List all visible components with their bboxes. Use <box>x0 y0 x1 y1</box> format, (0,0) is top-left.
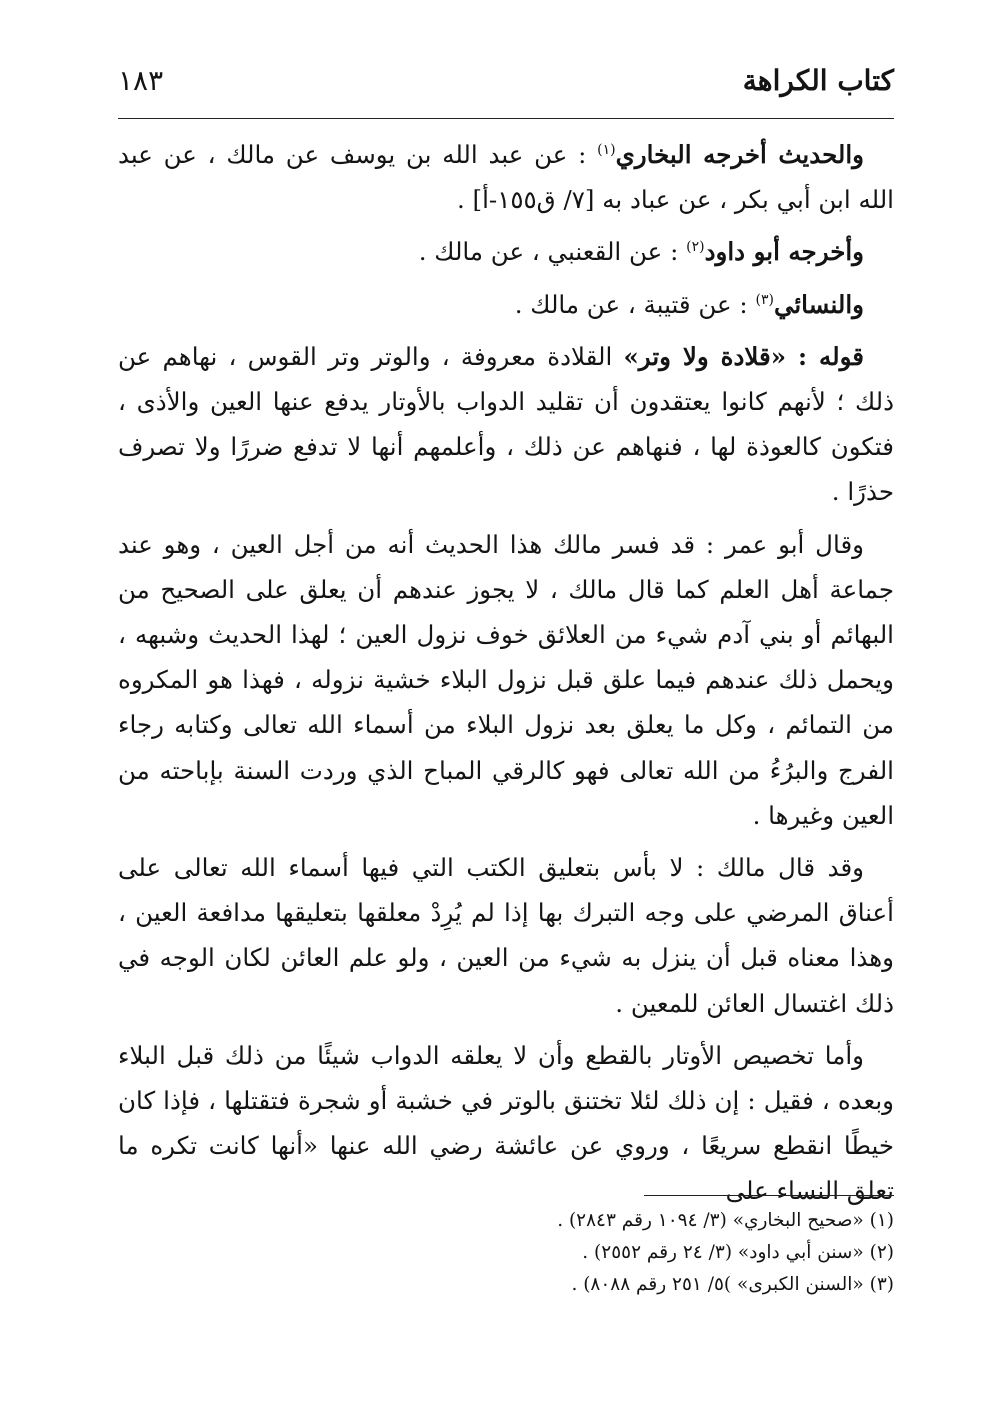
paragraph-lead: والنسائي <box>773 289 864 319</box>
footnote-ref[interactable]: (١) <box>597 141 616 158</box>
footnote-item: (٣) «السنن الكبرى» )٥/ ٢٥١ رقم ٨٠٨٨) . <box>571 1274 894 1295</box>
footnote-divider <box>644 1195 894 1196</box>
paragraph-text: : عن عبد الله بن يوسف عن مالك ، عن عبد الله ابن أبي بكر ، عن عباد به [٧/ ق١٥٥-أ] . <box>118 140 894 215</box>
paragraph <box>118 334 894 515</box>
main-text <box>118 132 894 1221</box>
footnote-ref[interactable]: (٢) <box>686 239 705 256</box>
paragraph <box>118 132 894 222</box>
footnote-ref[interactable]: (٣) <box>755 291 774 308</box>
footnote-item: (١) «صحيح البخاري» (٣/ ١٠٩٤ رقم ٢٨٤٣) . <box>557 1210 894 1231</box>
paragraph-text: : عن قتيبة ، عن مالك . <box>514 289 756 319</box>
paragraph <box>118 229 894 274</box>
paragraph-lead: وأخرجه أبو داود <box>704 237 864 267</box>
paragraph <box>118 845 894 1026</box>
paragraph <box>118 522 894 838</box>
page-number: ١٨٣ <box>118 64 164 97</box>
paragraph <box>118 282 894 327</box>
paragraph-text: وقال أبو عمر : قد فسر مالك هذا الحديث أنه من أجل العين ، وهو عند جماعة أهل العلم كما قال مالك ، لا يجوز عندهم أن يعلق على الصحيح من البهائم أو بني آدم شيء من العلائق خوف نزول العين ؛ لهذا الحديث وشبهه ، ويحمل ذلك عندهم فيما علق قبل نزول البلاء خشية نزوله ، فهذا هو المكروه من التمائم ، وكل ما يعلق بعد نزول البلاء من أسماء الله تعالى وكتابه رجاء الفرج والبرُءُ من الله تعالى فهو كالرقي المباح الذي وردت السنة بإباحته من العين وغيرها . <box>118 529 894 830</box>
paragraph-lead: والحديث أخرجه البخاري <box>615 140 864 169</box>
paragraph-text: : عن القعنبي ، عن مالك . <box>418 237 687 267</box>
paragraph-lead: قوله : «قلادة ولا وتر» <box>623 341 864 371</box>
paragraph-text: وقد قال مالك : لا بأس بتعليق الكتب التي فيها أسماء الله تعالى على أعناق المرضي على وجه التبرك بها إذا لم يُرِدْ معلقها بتعليقها مدافعة العين ، وهذا معناه قبل أن ينزل به شيء من العين ، ولو علم العائن لكان الوجه في ذلك اغتسال العائن للمعين . <box>118 853 894 1018</box>
running-header <box>118 58 894 106</box>
paragraph <box>118 1033 894 1214</box>
footnotes <box>118 1205 894 1301</box>
header-divider <box>118 118 894 119</box>
paragraph-text: القلادة معروفة ، والوتر وتر القوس ، نهاهم عن ذلك ؛ لأنهم كانوا يعتقدون أن تقليد الدواب بالأوتار يدفع عنها العين والأذى ، فتكون كالعوذة لها ، فنهاهم عن ذلك ، وأعلمهم أنها لا تدفع ضررًا ولا تصرف حذرًا . <box>118 341 894 507</box>
paragraph-text: وأما تخصيص الأوتار بالقطع وأن لا يعلقه الدواب شيئًا من ذلك قبل البلاء وبعده ، فقيل : إن ذلك لئلا تختنق بالوتر في خشبة أو شجرة فتقتلها ، فإذا كان خيطًا انقطع سريعًا ، وروي عن عائشة رضي الله عنها «أنها كانت تكره ما تعلق النساء على <box>118 1040 894 1206</box>
book-title: كتاب الكراهة <box>742 64 894 97</box>
footnote-item: (٢) «سنن أبي داود» (٣/ ٢٤ رقم ٢٥٥٢) . <box>582 1242 894 1263</box>
